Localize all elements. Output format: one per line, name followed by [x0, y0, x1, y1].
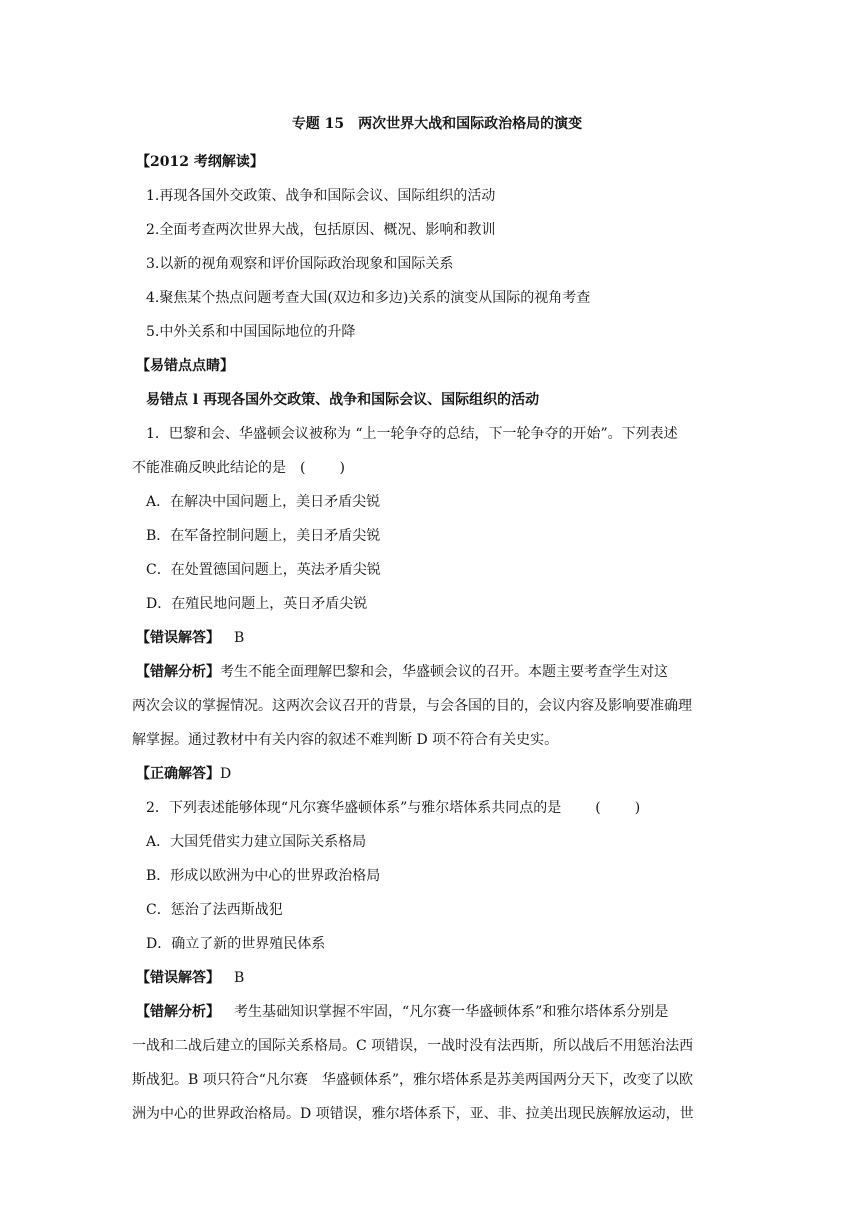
q1-option-d: D．在殖民地问题上，英日矛盾尖锐: [146, 596, 368, 612]
q2-analysis-line: [132, 995, 732, 1029]
q1-analysis-line: 两次会议的掌握情况。这两次会议召开的背景，与会各国的目的，会议内容及影响要准确理: [132, 698, 692, 714]
q1-stem-text: 不能准确反映此结论的是: [132, 460, 286, 476]
analysis-label: 【错解分析】: [136, 664, 220, 680]
analysis-label: 【错解分析】: [136, 1004, 220, 1020]
q2-option-c: C．惩治了法西斯战犯: [146, 902, 283, 918]
analysis-text: 考生基础知识掌握不牢固，“凡尔赛一华盛顿体系”和雅尔塔体系分别是: [234, 1004, 669, 1020]
q2-analysis-line: 洲为中心的世界政治格局。D 项错误，雅尔塔体系下，亚、非、拉美出现民族解放运动，世: [132, 1106, 694, 1122]
wrong-answer-label: 【错误解答】: [136, 630, 220, 646]
q2-option-a: A．大国凭借实力建立国际关系格局: [146, 834, 367, 850]
wrong-answer-label: 【错误解答】: [136, 970, 220, 986]
q1-stem-line: [132, 451, 732, 485]
q1-stem-line: 1．巴黎和会、华盛顿会议被称为 “上一轮争夺的总结，下一轮争夺的开始”。下列表述: [146, 426, 678, 442]
answer-paren-close: ): [634, 800, 641, 816]
q2-stem-text: 2．下列表述能够体现“凡尔赛华盛顿体系”与雅尔塔体系共同点的是: [146, 800, 562, 816]
q2-wrong-answer: [132, 961, 732, 995]
q2-analysis-line: 一战和二战后建立的国际关系格局。C 项错误，一战时没有法西斯，所以战后不用惩治法西: [132, 1038, 694, 1054]
point1-heading: 易错点 l 再现各国外交政策、战争和国际会议、国际组织的活动: [146, 392, 540, 408]
correct-answer-label: 【正确解答】: [136, 766, 220, 782]
analysis-text: 考生不能全面理解巴黎和会，华盛顿会议的召开。本题主要考查学生对这: [220, 664, 668, 680]
syllabus-heading: 【2012 考纲解读】: [136, 154, 264, 170]
correct-answer-value: D: [220, 766, 232, 782]
q2-stem-line: [132, 791, 732, 825]
q2-analysis-line: 斯战犯。B 项只符合“凡尔赛 华盛顿体系”，雅尔塔体系是苏美两国两分天下，改变了以欧: [132, 1072, 694, 1088]
document-body: [132, 111, 732, 1131]
syllabus-item: 5.中外关系和中国国际地位的升降: [146, 324, 356, 340]
answer-paren-close: ): [339, 460, 345, 476]
points-heading: 【易错点点睛】: [136, 358, 234, 374]
q2-option-d: D．确立了新的世界殖民体系: [146, 936, 326, 952]
syllabus-item: 4.聚焦某个热点问题考查大国(双边和多边)关系的演变从国际的视角考查: [146, 290, 591, 306]
q1-analysis-line: [132, 655, 732, 689]
q1-option-b: B．在军备控制问题上，美日矛盾尖锐: [146, 528, 381, 544]
q1-correct-answer: [132, 757, 732, 791]
q1-option-c: C．在处置德国问题上，英法矛盾尖锐: [146, 562, 381, 578]
wrong-answer-value: B: [234, 970, 245, 986]
wrong-answer-value: B: [234, 630, 245, 646]
syllabus-item: 2.全面考查两次世界大战，包括原因、概况、影响和教训: [146, 222, 496, 238]
syllabus-item: 3.以新的视角观察和评价国际政治现象和国际关系: [146, 256, 454, 272]
q1-analysis-line: 解掌握。通过教材中有关内容的叙述不难判断 D 项不符合有关史实。: [132, 732, 559, 748]
q2-option-b: B．形成以欧洲为中心的世界政治格局: [146, 868, 381, 884]
q1-option-a: A．在解决中国问题上，美日矛盾尖锐: [146, 494, 381, 510]
page-title: 专题 15 两次世界大战和国际政治格局的演变: [291, 116, 583, 132]
answer-paren-open: (: [595, 800, 601, 816]
q1-wrong-answer: [132, 621, 732, 655]
answer-paren-open: (: [300, 460, 306, 476]
syllabus-item: 1.再现各国外交政策、战争和国际会议、国际组织的活动: [146, 188, 496, 204]
